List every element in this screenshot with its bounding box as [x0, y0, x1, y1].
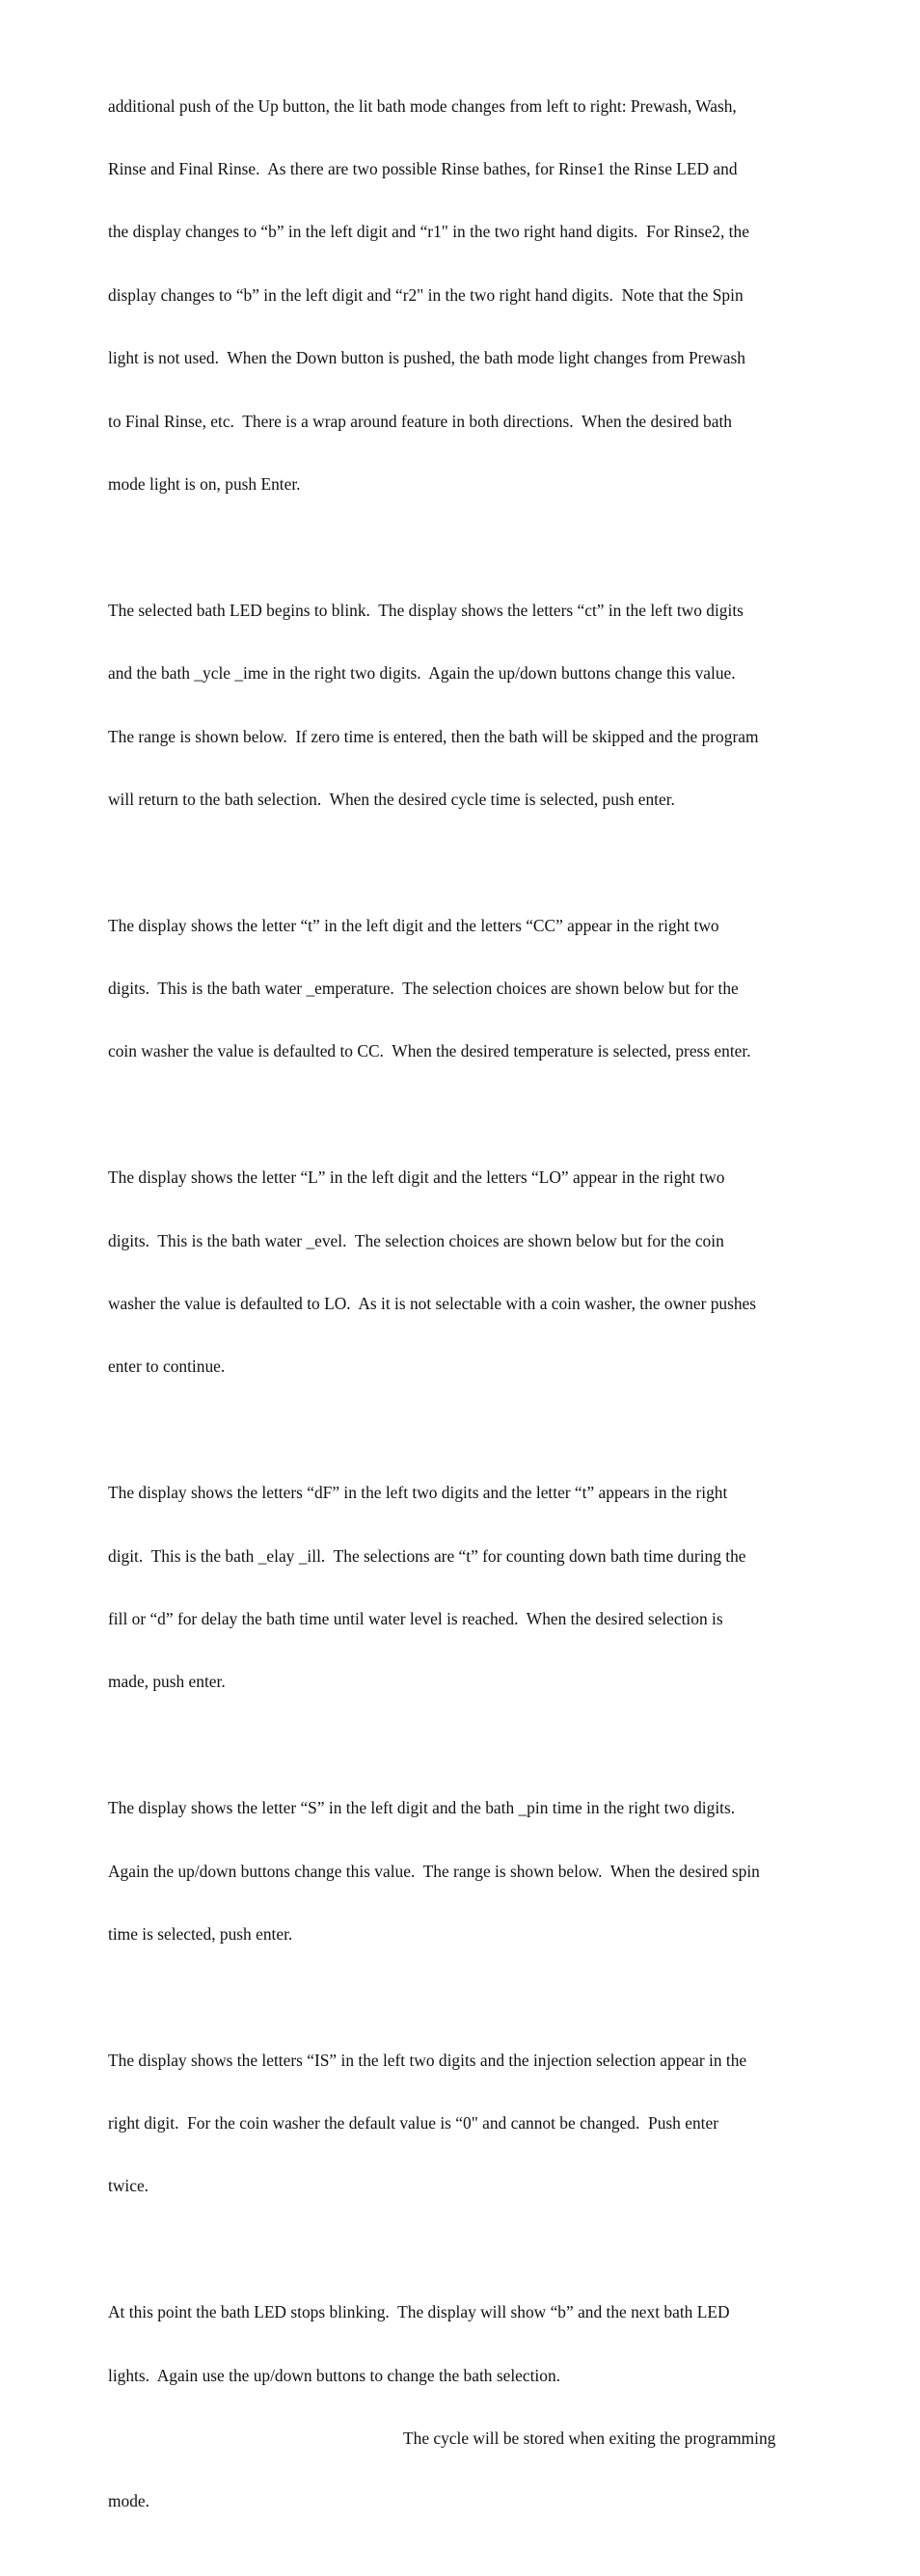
text-line: digits. This is the bath water _evel. The selection choices are shown below but for the coin — [108, 1230, 724, 1250]
text-line: mode. — [108, 2491, 149, 2511]
paragraph-next-bath — [108, 2261, 817, 2555]
text-line: coin washer the value is defaulted to CC. When the desired temperature is selected, press enter. — [108, 1041, 751, 1061]
text-line: Again the up/down buttons change this value. The range is shown below. When the desired spin — [108, 1861, 760, 1881]
text-line-indented: The cycle will be stored when exiting the programming — [403, 2428, 776, 2449]
paragraph-bath-mode-selection — [108, 54, 817, 537]
paragraph-water-temperature — [108, 873, 817, 1105]
text-line: The selected bath LED begins to blink. The display shows the letters “ct” in the left two digits — [108, 600, 744, 620]
text-line: made, push enter. — [108, 1672, 226, 1692]
text-line: Rinse and Final Rinse. As there are two possible Rinse bathes, for Rinse1 the Rinse LED and — [108, 158, 738, 178]
text-line: the display changes to “b” in the left digit and “r1" in the two right hand digits. For Rinse2, the — [108, 222, 749, 242]
text-line: At this point the bath LED stops blinking. The display will show “b” and the next bath LED — [108, 2302, 730, 2322]
text-line: The display shows the letter “S” in the left digit and the bath _pin time in the right two digits. — [108, 1798, 736, 1818]
text-line: The display shows the letter “L” in the left digit and the letters “LO” appear in the right two — [108, 1167, 725, 1188]
text-line: will return to the bath selection. When the desired cycle time is selected, push enter. — [108, 789, 675, 809]
text-line: to Final Rinse, etc. There is a wrap around feature in both directions. When the desired bath — [108, 411, 732, 431]
text-line: right digit. For the coin washer the default value is “0" and cannot be changed. Push enter — [108, 2113, 718, 2133]
text-line: enter to continue. — [108, 1356, 226, 1377]
text-line: mode light is on, push Enter. — [108, 473, 301, 494]
text-line: and the bath _ycle _ime in the right two digits. Again the up/down buttons change this value. — [108, 663, 736, 684]
paragraph-injection-selection — [108, 2008, 817, 2240]
document-page — [108, 54, 817, 2576]
text-line: twice. — [108, 2176, 149, 2196]
paragraph-delay-fill — [108, 1441, 817, 1735]
text-line: display changes to “b” in the left digit and “r2" in the two right hand digits. Note that the Spin — [108, 284, 744, 305]
text-line: digits. This is the bath water _emperature. The selection choices are shown below but for the — [108, 979, 739, 999]
text-line: light is not used. When the Down button is pushed, the bath mode light changes from Prewash — [108, 348, 745, 368]
text-line: fill or “d” for delay the bath time until water level is reached. When the desired selection is — [108, 1608, 723, 1628]
text-line: digit. This is the bath _elay _ill. The selections are “t” for counting down bath time during the — [108, 1545, 746, 1566]
text-line: The range is shown below. If zero time is entered, then the bath will be skipped and the program — [108, 726, 759, 746]
paragraph-cycle-time — [108, 558, 817, 852]
text-line: The display shows the letters “dF” in the left two digits and the letter “t” appears in the right — [108, 1483, 728, 1503]
text-line: lights. Again use the up/down buttons to change the bath selection. — [108, 2365, 560, 2385]
text-line: additional push of the Up button, the lit bath mode changes from left to right: Prewash, Wash, — [108, 95, 737, 116]
text-line: time is selected, push enter. — [108, 1923, 293, 1944]
paragraph-water-level — [108, 1126, 817, 1420]
text-line: The display shows the letters “IS” in the left two digits and the injection selection appear in the — [108, 2050, 747, 2070]
text-line: The display shows the letter “t” in the left digit and the letters “CC” appear in the right two — [108, 915, 719, 935]
text-line: washer the value is defaulted to LO. As it is not selectable with a coin washer, the owner pushes — [108, 1294, 757, 1314]
paragraph-spin-time — [108, 1757, 817, 1988]
